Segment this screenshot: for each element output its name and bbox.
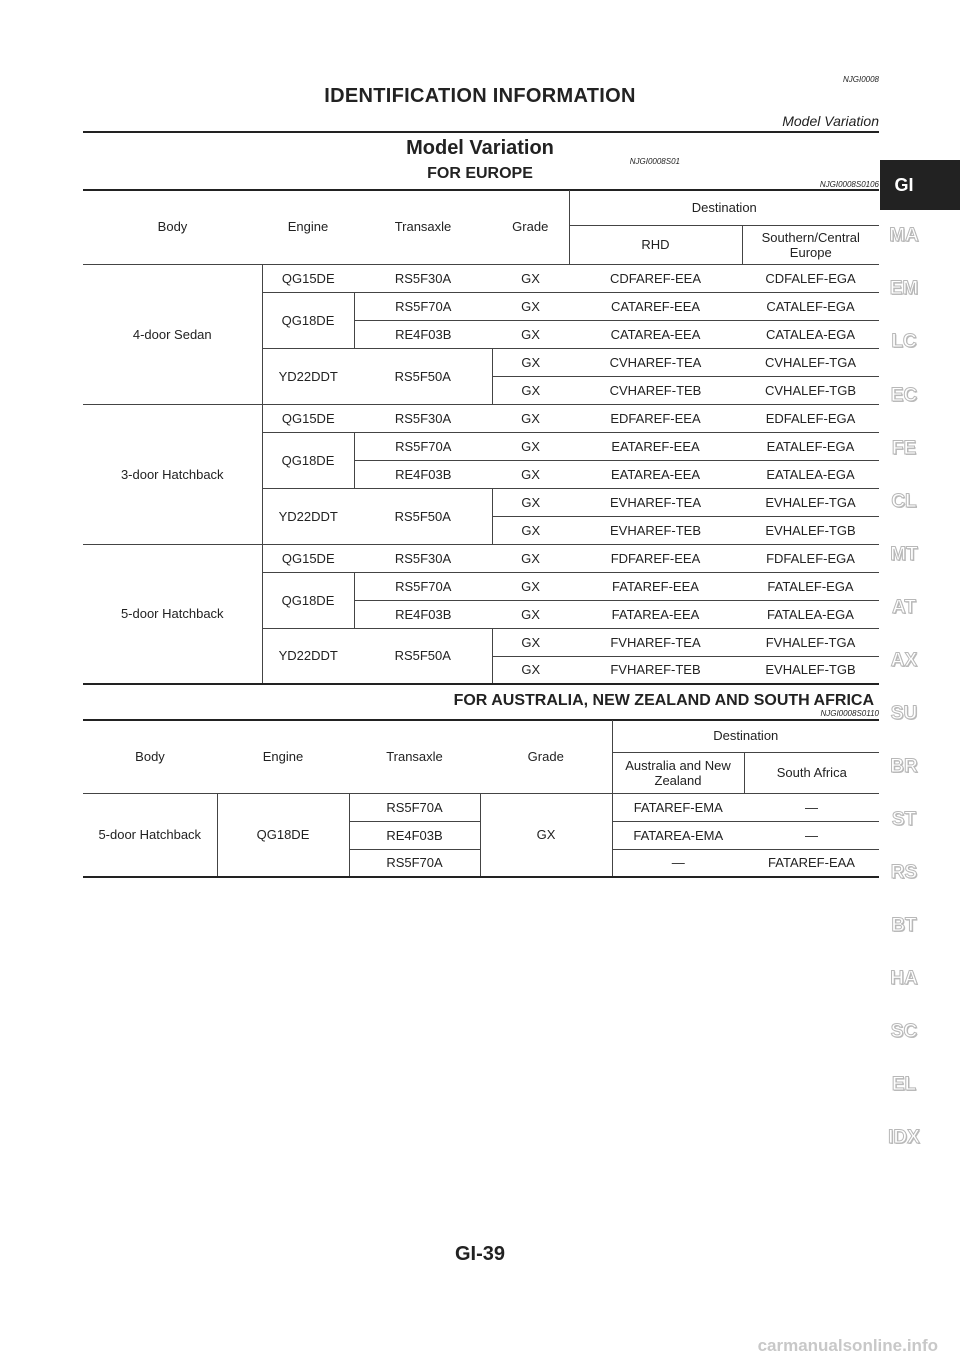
aus-nz-cell: FATAREF-EMA xyxy=(612,793,744,821)
transaxle-cell: RS5F70A xyxy=(354,432,492,460)
south-africa-cell: — xyxy=(744,821,879,849)
side-tab-st[interactable]: ST xyxy=(891,809,917,830)
side-tab-ma[interactable]: MA xyxy=(889,225,919,246)
grade-cell: GX xyxy=(492,320,569,348)
rhd-cell: FATAREF-EEA xyxy=(569,572,742,600)
sce-cell: EDFALEF-EGA xyxy=(742,404,879,432)
transaxle-cell: RS5F50A xyxy=(354,628,492,684)
rhd-cell: EATAREF-EEA xyxy=(569,432,742,460)
side-tab-rs[interactable]: RS xyxy=(890,862,918,883)
transaxle-cell: RS5F70A xyxy=(349,849,480,877)
grade-cell: GX xyxy=(492,516,569,544)
rhd-cell: FVHAREF-TEA xyxy=(569,628,742,656)
body-cell: 5-door Hatchback xyxy=(83,793,217,877)
australia-model-table xyxy=(83,720,879,878)
transaxle-cell: RS5F30A xyxy=(354,544,492,572)
engine-cell: QG18DE xyxy=(262,432,354,488)
grade-cell: GX xyxy=(480,793,612,877)
engine-cell: YD22DDT xyxy=(262,488,354,544)
sce-cell: EVHALEF-TGA xyxy=(742,488,879,516)
sce-cell: CDFALEF-EGA xyxy=(742,264,879,292)
grade-cell: GX xyxy=(492,488,569,516)
engine-cell: QG15DE xyxy=(262,544,354,572)
col-header-transaxle: Transaxle xyxy=(386,748,443,764)
col-header-destination: Destination xyxy=(612,720,879,752)
engine-cell: YD22DDT xyxy=(262,348,354,404)
rhd-cell: EVHAREF-TEB xyxy=(569,516,742,544)
side-tab-ax[interactable]: AX xyxy=(890,650,918,671)
sce-cell: EATALEF-EGA xyxy=(742,432,879,460)
watermark: carmanualsonline.info xyxy=(757,1336,938,1355)
transaxle-cell: RS5F30A xyxy=(354,264,492,292)
page-number: GI-39 xyxy=(454,1243,506,1265)
side-tab-sc[interactable]: SC xyxy=(890,1021,918,1042)
transaxle-cell: RE4F03B xyxy=(349,821,480,849)
col-header-aus-nz: Australia and New Zealand xyxy=(612,752,744,793)
side-tab-lc[interactable]: LC xyxy=(891,331,917,352)
australia-heading: FOR AUSTRALIA, NEW ZEALAND AND SOUTH AFRICA xyxy=(453,692,874,709)
col-header-transaxle: Transaxle xyxy=(394,219,452,235)
transaxle-cell: RS5F70A xyxy=(354,292,492,320)
side-tab-idx[interactable]: IDX xyxy=(888,1127,920,1148)
europe-heading: FOR EUROPE xyxy=(427,165,533,182)
grade-cell: GX xyxy=(492,376,569,404)
grade-cell: GX xyxy=(492,572,569,600)
rhd-cell: EDFAREF-EEA xyxy=(569,404,742,432)
col-header-southern-central: Southern/Central Europe xyxy=(742,225,879,264)
col-header-body: Body xyxy=(135,748,165,764)
sce-cell: CATALEF-EGA xyxy=(742,292,879,320)
side-tab-gi[interactable]: GI xyxy=(894,175,914,195)
side-tab-bt[interactable]: BT xyxy=(891,915,917,936)
rhd-cell: FDFAREF-EEA xyxy=(569,544,742,572)
col-header-grade: Grade xyxy=(512,219,549,235)
grade-cell: GX xyxy=(492,600,569,628)
body-cell: 3-door Hatchback xyxy=(83,404,262,544)
side-tab-su[interactable]: SU xyxy=(890,703,918,724)
transaxle-cell: RS5F50A xyxy=(354,488,492,544)
side-tab-mt[interactable]: MT xyxy=(890,544,918,565)
south-africa-cell: FATAREF-EAA xyxy=(744,849,879,877)
side-tab-cl[interactable]: CL xyxy=(891,491,917,512)
sce-cell: EVHALEF-TGB xyxy=(742,516,879,544)
page-subtitle: Model Variation xyxy=(782,113,879,129)
transaxle-cell: RE4F03B xyxy=(354,320,492,348)
sce-cell: CVHALEF-TGB xyxy=(742,376,879,404)
rhd-cell: CATAREF-EEA xyxy=(569,292,742,320)
sce-cell: CATALEA-EGA xyxy=(742,320,879,348)
section-code: NJGI0008S01 xyxy=(629,157,680,166)
sce-cell: CVHALEF-TGA xyxy=(742,348,879,376)
south-africa-cell: — xyxy=(744,793,879,821)
grade-cell: GX xyxy=(492,656,569,684)
grade-cell: GX xyxy=(492,292,569,320)
sce-cell: FATALEF-EGA xyxy=(742,572,879,600)
rhd-cell: EVHAREF-TEA xyxy=(569,488,742,516)
header-rule xyxy=(83,131,879,133)
rhd-cell: FATAREA-EEA xyxy=(569,600,742,628)
sce-cell: EVHALEF-TGB xyxy=(742,656,879,684)
sce-cell: FDFALEF-EGA xyxy=(742,544,879,572)
col-header-engine: Engine xyxy=(287,219,329,235)
transaxle-cell: RE4F03B xyxy=(354,460,492,488)
rhd-cell: CATAREA-EEA xyxy=(569,320,742,348)
side-tab-el[interactable]: EL xyxy=(891,1074,917,1095)
col-header-rhd: RHD xyxy=(569,225,742,264)
australia-code: NJGI0008S0110 xyxy=(820,709,879,718)
transaxle-cell: RE4F03B xyxy=(354,600,492,628)
transaxle-cell: RS5F70A xyxy=(354,572,492,600)
transaxle-cell: RS5F70A xyxy=(349,793,480,821)
col-header-body: Body xyxy=(157,219,188,235)
grade-cell: GX xyxy=(492,264,569,292)
grade-cell: GX xyxy=(492,348,569,376)
rhd-cell: FVHAREF-TEB xyxy=(569,656,742,684)
grade-cell: GX xyxy=(492,544,569,572)
grade-cell: GX xyxy=(492,404,569,432)
aus-nz-cell: FATAREA-EMA xyxy=(612,821,744,849)
grade-cell: GX xyxy=(492,432,569,460)
rhd-cell: CDFAREF-EEA xyxy=(569,264,742,292)
col-header-south-africa: South Africa xyxy=(744,752,879,793)
body-cell: 5-door Hatchback xyxy=(83,544,262,684)
document-code: NJGI0008 xyxy=(842,75,879,84)
transaxle-cell: RS5F30A xyxy=(354,404,492,432)
europe-model-table xyxy=(83,190,879,685)
sce-cell: FATALEA-EGA xyxy=(742,600,879,628)
side-tab-fe[interactable]: FE xyxy=(891,438,917,459)
section-title: Model Variation xyxy=(406,137,554,159)
sce-cell: EATALEA-EGA xyxy=(742,460,879,488)
engine-cell: QG18DE xyxy=(262,292,354,348)
grade-cell: GX xyxy=(492,460,569,488)
sce-cell: FVHALEF-TGA xyxy=(742,628,879,656)
side-tab-at[interactable]: AT xyxy=(892,597,916,618)
body-cell: 4-door Sedan xyxy=(83,264,262,404)
engine-cell: QG18DE xyxy=(217,793,349,877)
side-tab-ec[interactable]: EC xyxy=(890,385,918,406)
col-header-grade: Grade xyxy=(527,748,564,764)
transaxle-cell: RS5F50A xyxy=(354,348,492,404)
side-tab-ha[interactable]: HA xyxy=(890,968,918,989)
rhd-cell: CVHAREF-TEA xyxy=(569,348,742,376)
engine-cell: QG15DE xyxy=(262,264,354,292)
europe-code: NJGI0008S0106 xyxy=(819,180,879,189)
engine-cell: QG15DE xyxy=(262,404,354,432)
rhd-cell: EATAREA-EEA xyxy=(569,460,742,488)
grade-cell: GX xyxy=(492,628,569,656)
rhd-cell: CVHAREF-TEB xyxy=(569,376,742,404)
engine-cell: QG18DE xyxy=(262,572,354,628)
page-title: IDENTIFICATION INFORMATION xyxy=(324,85,636,107)
col-header-engine: Engine xyxy=(262,748,304,764)
aus-nz-cell: — xyxy=(612,849,744,877)
side-tab-em[interactable]: EM xyxy=(889,278,919,299)
engine-cell: YD22DDT xyxy=(262,628,354,684)
col-header-destination: Destination xyxy=(569,190,879,225)
side-tab-br[interactable]: BR xyxy=(890,756,918,777)
